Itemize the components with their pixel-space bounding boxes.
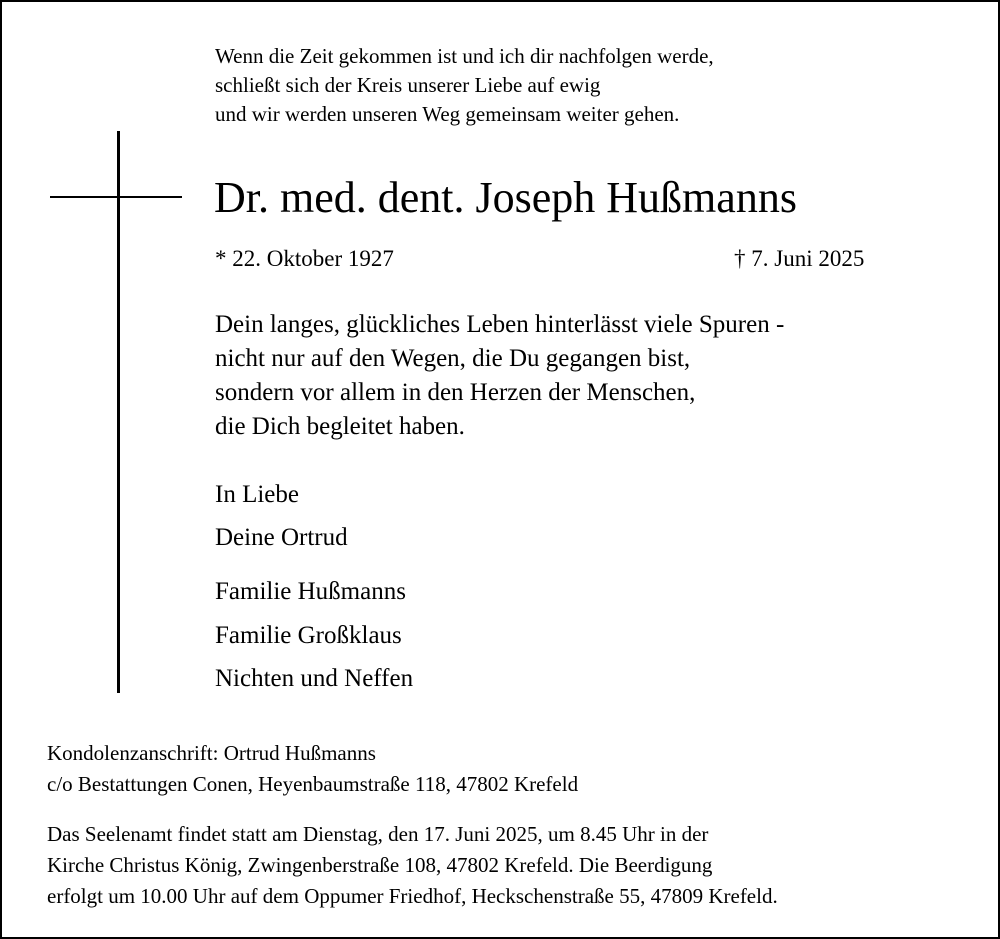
quote-line: schließt sich der Kreis unserer Liebe auf ewig bbox=[215, 73, 601, 97]
family-signature: Familie Hußmanns bbox=[215, 578, 406, 605]
verse-line: Dein langes, glückliches Leben hinterlässt viele Spuren - bbox=[215, 311, 785, 338]
quote-line: und wir werden unseren Weg gemeinsam weiter gehen. bbox=[215, 102, 680, 126]
condolence-address bbox=[47, 738, 578, 800]
spouse-signature: Deine Ortrud bbox=[215, 524, 348, 551]
service-line: Das Seelenamt findet statt am Dienstag, den 17. Juni 2025, um 8.45 Uhr in der bbox=[47, 822, 709, 846]
quote-line: Wenn die Zeit gekommen ist und ich dir nachfolgen werde, bbox=[215, 44, 714, 68]
verse-line: sondern vor allem in den Herzen der Menschen, bbox=[215, 379, 696, 406]
death-date: † 7. Juni 2025 bbox=[734, 246, 865, 271]
family-signature: Nichten und Neffen bbox=[215, 665, 414, 692]
memorial-verse bbox=[215, 308, 784, 444]
service-line: erfolgt um 10.00 Uhr auf dem Oppumer Friedhof, Heckschenstraße 55, 47809 Krefeld. bbox=[47, 884, 778, 908]
greeting: In Liebe bbox=[215, 481, 299, 508]
verse-line: die Dich begleitet haben. bbox=[215, 413, 465, 440]
family-signature: Familie Großklaus bbox=[215, 622, 402, 649]
service-line: Kirche Christus König, Zwingenberstraße 108, 47802 Krefeld. Die Beerdigung bbox=[47, 853, 713, 877]
address-line: Kondolenzanschrift: Ortrud Hußmanns bbox=[47, 741, 376, 765]
birth-date: * 22. Oktober 1927 bbox=[215, 246, 394, 271]
cross-icon-horizontal bbox=[50, 196, 182, 198]
address-line: c/o Bestattungen Conen, Heyenbaumstraße 118, 47802 Krefeld bbox=[47, 772, 579, 796]
verse-line: nicht nur auf den Wegen, die Du gegangen bist, bbox=[215, 345, 691, 372]
opening-quote bbox=[215, 42, 714, 129]
deceased-name: Dr. med. dent. Joseph Hußmanns bbox=[214, 173, 797, 222]
cross-icon-vertical bbox=[117, 131, 120, 693]
service-details bbox=[47, 819, 778, 912]
